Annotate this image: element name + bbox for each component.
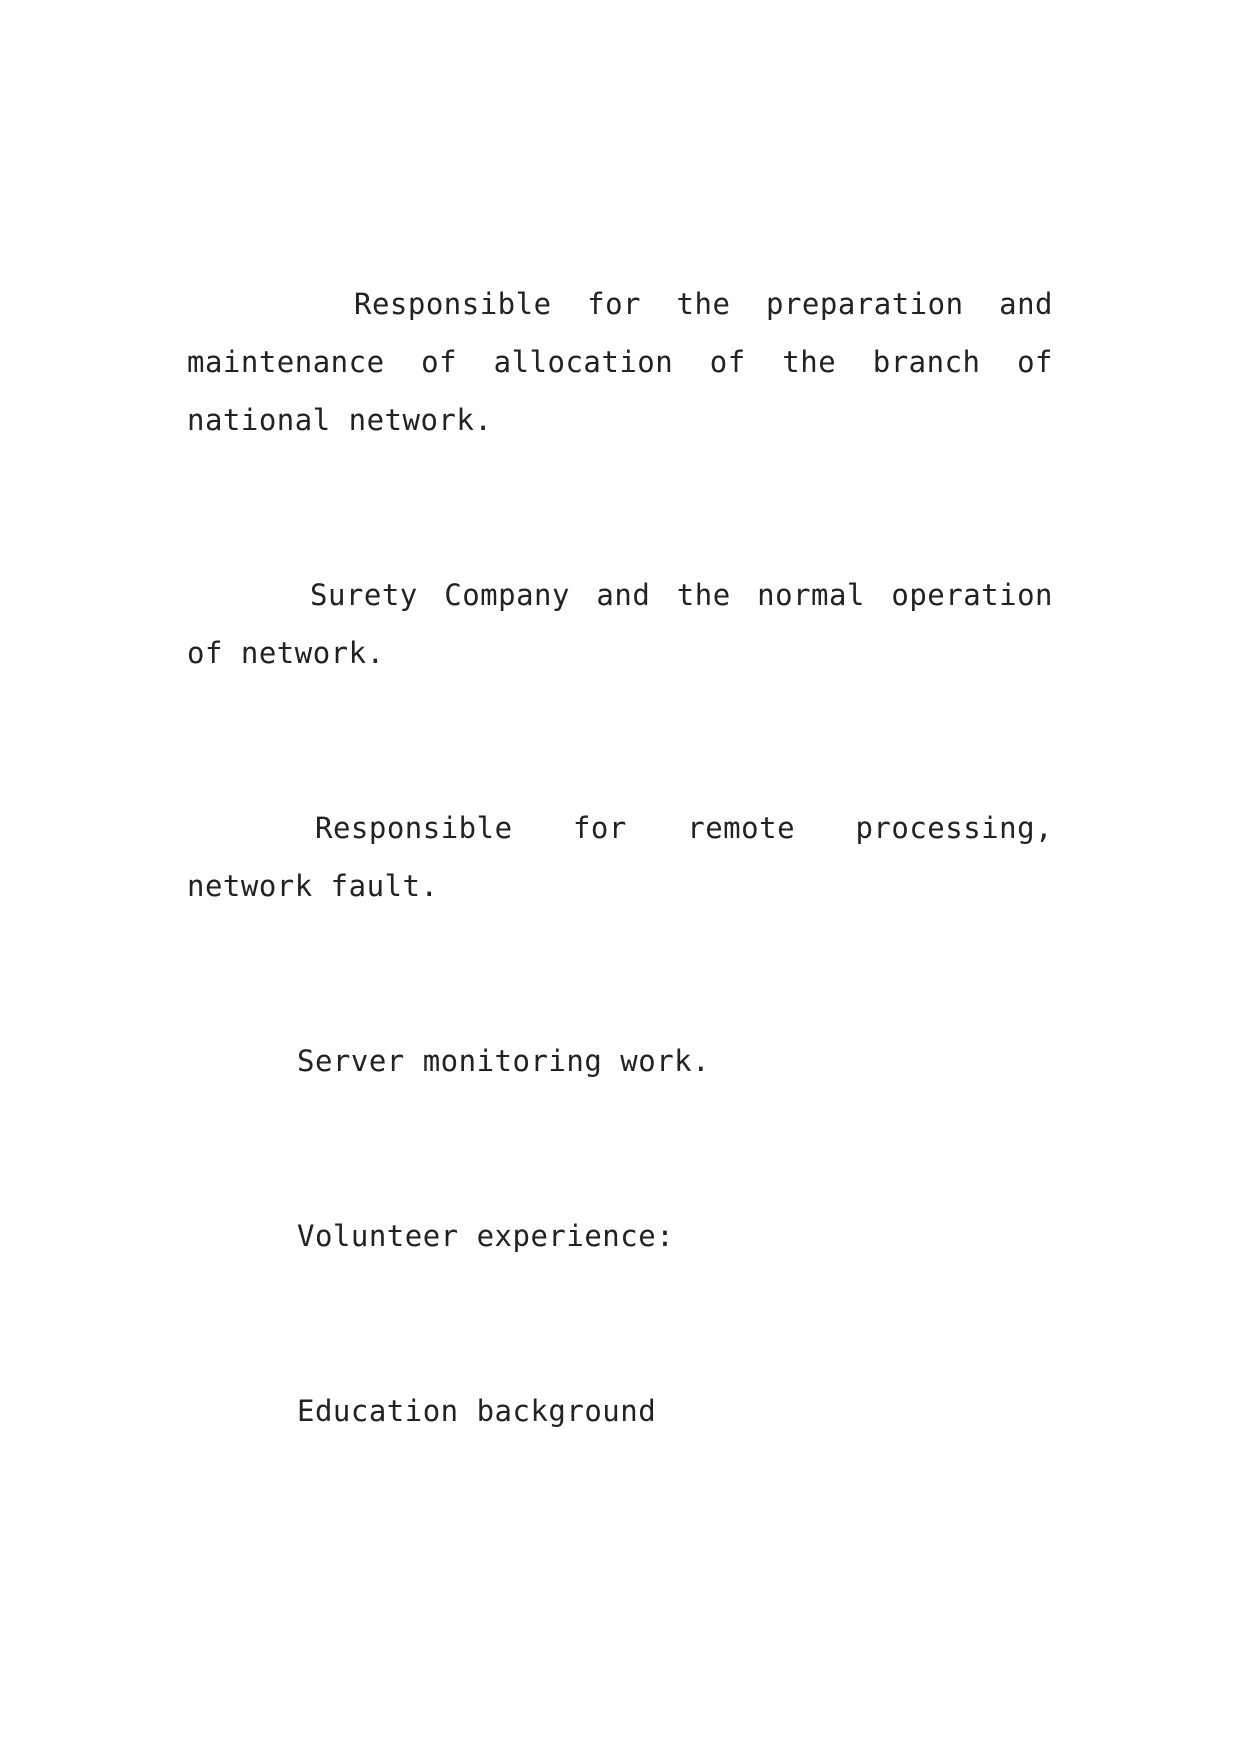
heading-education-background: Education background [297, 1394, 657, 1428]
paragraph-responsibility-allocation: Responsible for the preparation and maintenance of allocation of the branch of national network. [187, 287, 1053, 437]
heading-volunteer-experience: Volunteer experience: [297, 1219, 675, 1253]
paragraph-remote-processing: Responsible for remote processing, network fault. [187, 811, 1053, 903]
paragraph-surety-company: Surety Company and the normal operation of network. [187, 578, 1053, 670]
paragraph-server-monitoring: Server monitoring work. [297, 1044, 711, 1078]
